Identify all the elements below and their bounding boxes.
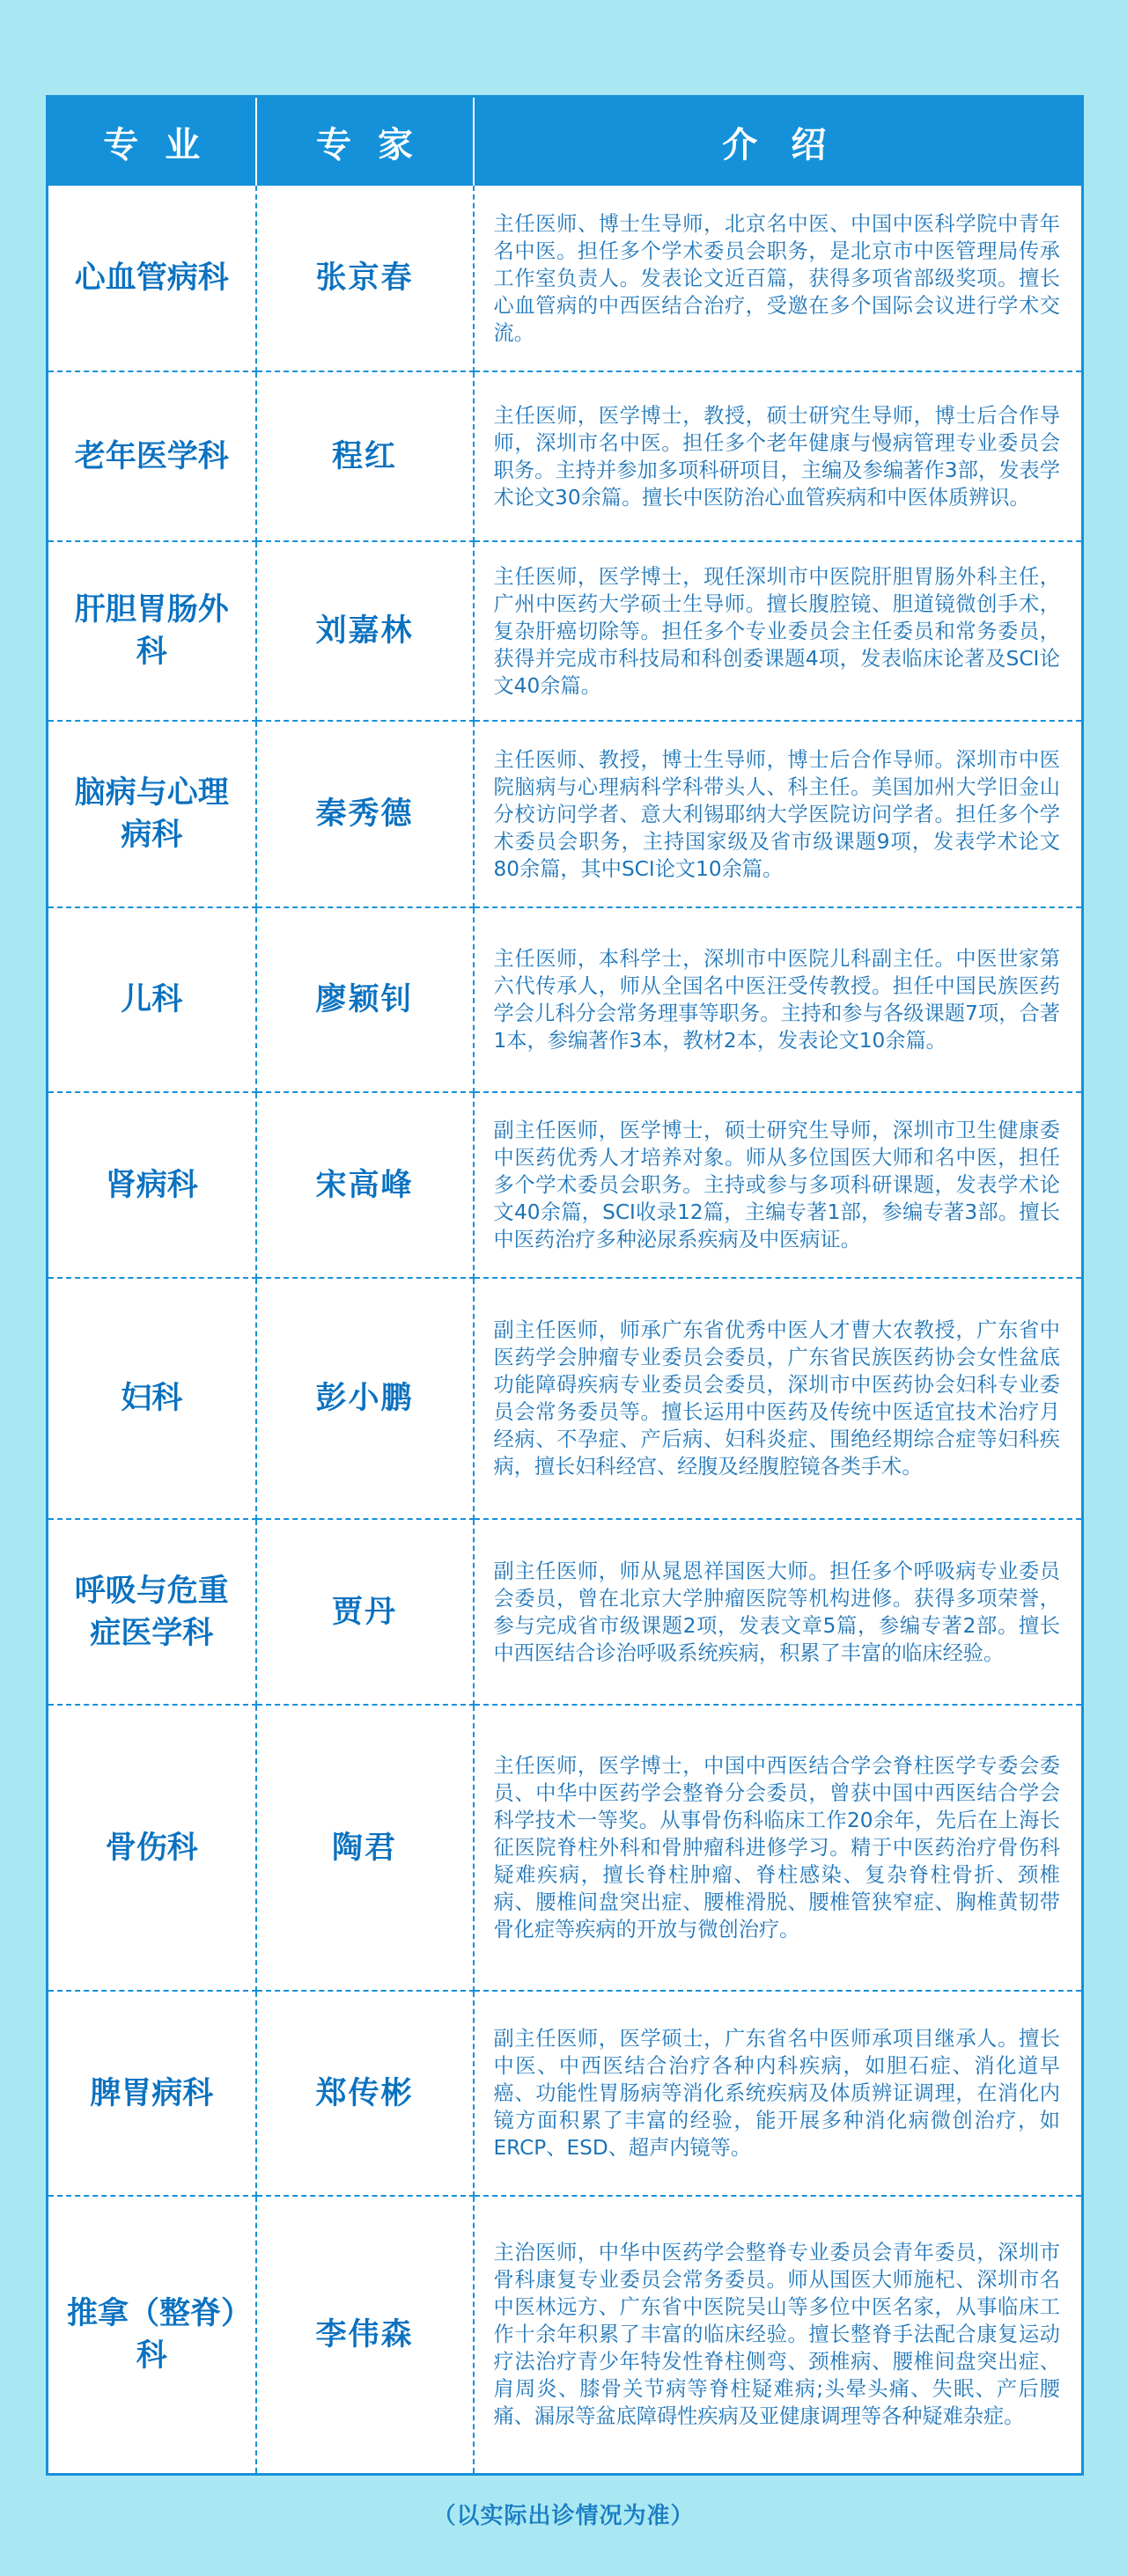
- dept-cell: 妇科: [48, 1278, 256, 1519]
- expert-name: 程红: [256, 371, 474, 541]
- table-row: [48, 1519, 1083, 1705]
- expert-name: 郑传彬: [256, 1991, 474, 2196]
- expert-intro: 主任医师，本科学士，深圳市中医院儿科副主任。中医世家第六代传承人，师从全国名中医汪受传教授。担任中国民族医药学会儿科分会常务理事等职务。主持和参与各级课题7项，合著1本，参编著作3本，教材2本，发表论文10余篇。: [474, 907, 1083, 1092]
- expert-name: 李伟森: [256, 2196, 474, 2474]
- column-header-intro: 介绍: [474, 97, 1083, 187]
- expert-name: 廖颖钊: [256, 907, 474, 1092]
- dept-cell: 呼吸与危重症医学科: [48, 1519, 256, 1705]
- table-body: [48, 186, 1083, 2474]
- expert-table: [46, 95, 1084, 2476]
- expert-name: 彭小鹏: [256, 1278, 474, 1519]
- expert-intro: 主任医师，医学博士，教授，硕士研究生导师，博士后合作导师，深圳市名中医。担任多个老年健康与慢病管理专业委员会职务。主持并参加多项科研项目，主编及参编著作3部，发表学术论文30余篇。擅长中医防治心血管疾病和中医体质辨识。: [474, 371, 1083, 541]
- expert-name: 刘嘉林: [256, 541, 474, 721]
- table-row: [48, 371, 1083, 541]
- table-row: [48, 1705, 1083, 1991]
- table-row: [48, 1991, 1083, 2196]
- expert-intro: 副主任医师，医学博士，硕士研究生导师，深圳市卫生健康委中医药优秀人才培养对象。师从多位国医大师和名中医，担任多个学术委员会职务。主持或参与多项科研课题，发表学术论文40余篇，SCI收录12篇，主编专著1部，参编专著3部。擅长中医药治疗多种泌尿系疾病及中医病证。: [474, 1092, 1083, 1278]
- expert-name: 陶君: [256, 1705, 474, 1991]
- table-row: [48, 541, 1083, 721]
- dept-cell: 肝胆胃肠外科: [48, 541, 256, 721]
- dept-cell: 儿科: [48, 907, 256, 1092]
- expert-table-container: [46, 95, 1081, 2476]
- table-row: [48, 2196, 1083, 2474]
- expert-name: 张京春: [256, 186, 474, 371]
- expert-intro: 主任医师、教授，博士生导师，博士后合作导师。深圳市中医院脑病与心理病科学科带头人、科主任。美国加州大学旧金山分校访问学者、意大利锡耶纳大学医院访问学者。担任多个学术委员会职务，主持国家级及省市级课题9项，发表学术论文80余篇，其中SCI论文10余篇。: [474, 721, 1083, 907]
- expert-name: 秦秀德: [256, 721, 474, 907]
- expert-intro: 主任医师，医学博士，中国中西医结合学会脊柱医学专委会委员、中华中医药学会整脊分会委员，曾获中国中西医结合学会科学技术一等奖。从事骨伤科临床工作20余年，先后在上海长征医院脊柱外科和骨肿瘤科进修学习。精于中医药治疗骨伤科疑难疾病，擅长脊柱肿瘤、脊柱感染、复杂脊柱骨折、颈椎病、腰椎间盘突出症、腰椎滑脱、腰椎管狭窄症、胸椎黄韧带骨化症等疾病的开放与微创治疗。: [474, 1705, 1083, 1991]
- expert-intro: 副主任医师，师从晁恩祥国医大师。担任多个呼吸病专业委员会委员，曾在北京大学肿瘤医院等机构进修。获得多项荣誉，参与完成省市级课题2项，发表文章5篇，参编专著2部。擅长中西医结合诊治呼吸系统疾病，积累了丰富的临床经验。: [474, 1519, 1083, 1705]
- expert-name: 贾丹: [256, 1519, 474, 1705]
- dept-cell: 肾病科: [48, 1092, 256, 1278]
- dept-cell: 推拿（整脊）科: [48, 2196, 256, 2474]
- dept-cell: 老年医学科: [48, 371, 256, 541]
- expert-intro: 主治医师，中华中医药学会整脊专业委员会青年委员，深圳市骨科康复专业委员会常务委员。师从国医大师施杞、深圳市名中医林远方、广东省中医院吴山等多位中医名家，从事临床工作十余年积累了丰富的临床经验。擅长整脊手法配合康复运动疗法治疗青少年特发性脊柱侧弯、颈椎病、腰椎间盘突出症、肩周炎、膝骨关节病等脊柱疑难病;头晕头痛、失眠、产后腰痛、漏尿等盆底障碍性疾病及亚健康调理等各种疑难杂症。: [493, 2241, 1060, 2429]
- expert-intro: 副主任医师，医学硕士，广东省名中医师承项目继承人。擅长中医、中西医结合治疗各种内科疾病，如胆石症、消化道早癌、功能性胃肠病等消化系统疾病及体质辨证调理，在消化内镜方面积累了丰富的经验，能开展多种消化病微创治疗，如ERCP、ESD、超声内镜等。: [474, 1991, 1083, 2196]
- dept-cell: 脾胃病科: [48, 1991, 256, 2196]
- column-header-dept: 专业: [48, 97, 256, 187]
- column-header-expert: 专家: [256, 97, 474, 187]
- table-row: [48, 907, 1083, 1092]
- expert-intro: 主任医师、博士生导师，北京名中医、中国中医科学院中青年名中医。担任多个学术委员会职务，是北京市中医管理局传承工作室负责人。发表论文近百篇，获得多项省部级奖项。擅长心血管病的中西医结合治疗，受邀在多个国际会议进行学术交流。: [474, 186, 1083, 371]
- table-row: [48, 186, 1083, 371]
- table-row: [48, 1092, 1083, 1278]
- dept-cell: 脑病与心理病科: [48, 721, 256, 907]
- table-row: [48, 721, 1083, 907]
- schedule-footnote: （以实际出诊情况为准）: [432, 2503, 695, 2529]
- expert-name: 宋高峰: [256, 1092, 474, 1278]
- table-row: [48, 1278, 1083, 1519]
- table-header: [48, 97, 1083, 187]
- expert-intro: 副主任医师，师承广东省优秀中医人才曹大农教授，广东省中医药学会肿瘤专业委员会委员，广东省民族医药协会女性盆底功能障碍疾病专业委员会委员，深圳市中医药协会妇科专业委员会常务委员等。擅长运用中医药及传统中医适宜技术治疗月经病、不孕症、产后病、妇科炎症、围绝经期综合症等妇科疾病，擅长妇科经宫、经腹及经腹腔镜各类手术。: [474, 1278, 1083, 1519]
- expert-intro: 主任医师，医学博士，现任深圳市中医院肝胆胃肠外科主任，广州中医药大学硕士生导师。擅长腹腔镜、胆道镜微创手术，复杂肝癌切除等。担任多个专业委员会主任委员和常务委员，获得并完成市科技局和科创委课题4项，发表临床论著及SCI论文40余篇。: [474, 541, 1083, 721]
- dept-cell: 心血管病科: [48, 186, 256, 371]
- dept-cell: 骨伤科: [48, 1705, 256, 1991]
